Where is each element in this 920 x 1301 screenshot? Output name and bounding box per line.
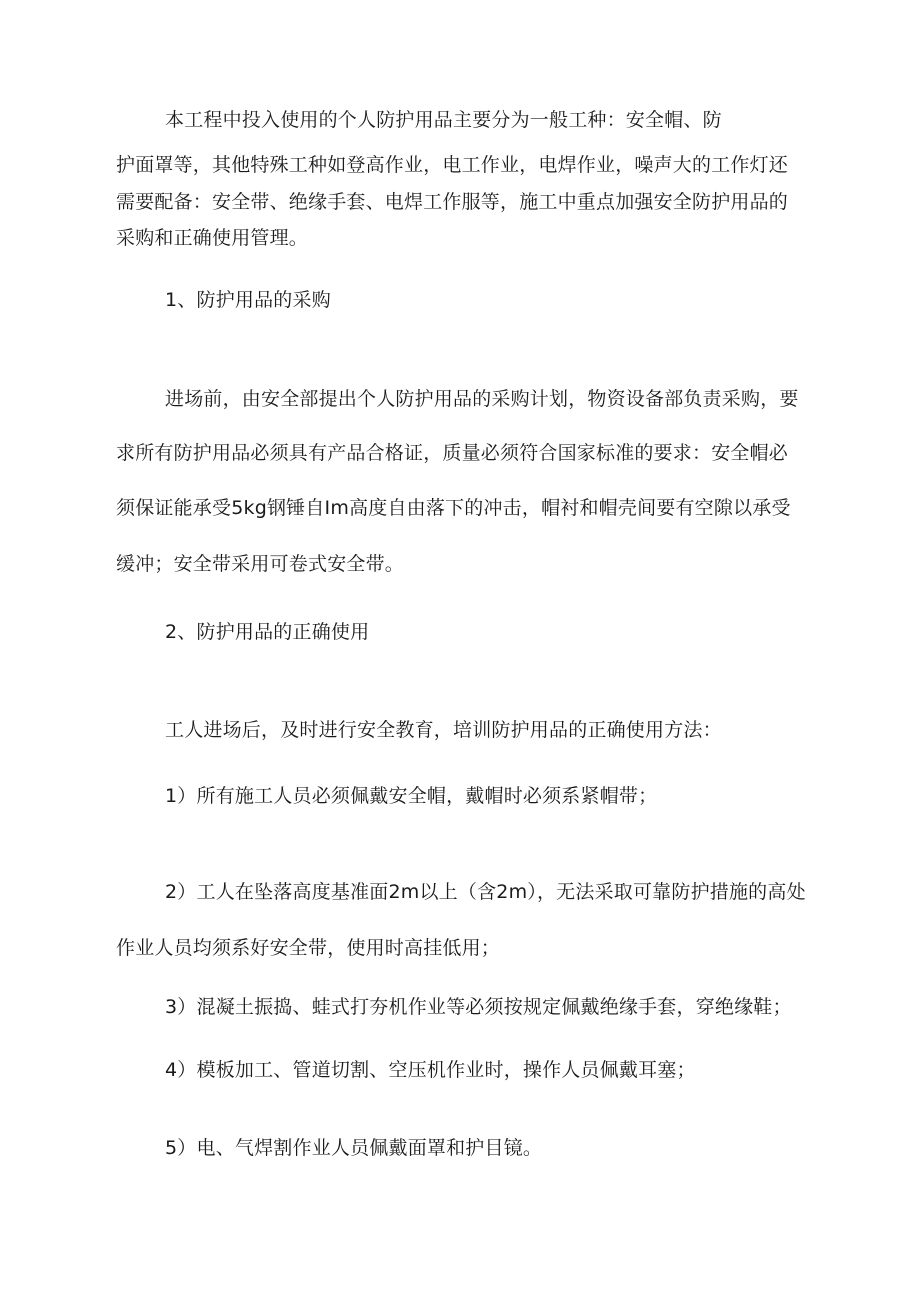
list-item-2-line-1: 2）工人在坠落高度基准面2m以上（含2m），无法采取可靠防护措施的高处 xyxy=(165,881,806,903)
intro-line-2: 护面罩等，其他特殊工种如登高作业，电工作业，电焊作业，噪声大的工作灯还 xyxy=(116,154,789,176)
list-item-4: 4）模板加工、管道切割、空压机作业时，操作人员佩戴耳塞； xyxy=(165,1059,696,1081)
section-1-line-4: 缓冲；安全带采用可卷式安全带。 xyxy=(116,553,405,575)
intro-line-4: 采购和正确使用管理。 xyxy=(116,227,309,249)
list-item-3: 3）混凝土振捣、蛙式打夯机作业等必须按规定佩戴绝缘手套，穿绝缘鞋； xyxy=(165,996,792,1018)
section-1-line-2: 求所有防护用品必须具有产品合格证，质量必须符合国家标准的要求：安全帽必 xyxy=(116,442,789,464)
list-item-1: 1）所有施工人员必须佩戴安全帽，戴帽时必须系紧帽带； xyxy=(165,785,658,807)
section-1-line-3: 须保证能承受5kg钢锤自Im高度自由落下的冲击，帽衬和帽壳间要有空隙以承受 xyxy=(116,497,791,519)
section-2-heading: 2、防护用品的正确使用 xyxy=(165,621,370,643)
list-item-2-line-2: 作业人员均须系好安全带，使用时高挂低用； xyxy=(116,937,501,959)
section-1-line-1: 进场前，由安全部提出个人防护用品的采购计划，物资设备部负责采购，要 xyxy=(165,388,799,410)
intro-line-1: 本工程中投入使用的个人防护用品主要分为一般工种：安全帽、防 xyxy=(165,109,722,131)
list-item-5: 5）电、气焊割作业人员佩戴面罩和护目镜。 xyxy=(165,1137,543,1159)
intro-line-3: 需要配备：安全带、绝缘手套、电焊工作服等，施工中重点加强安全防护用品的 xyxy=(116,191,789,213)
section-1-heading: 1、防护用品的采购 xyxy=(165,289,331,311)
section-2-intro: 工人进场后，及时进行安全教育，培训防护用品的正确使用方法： xyxy=(165,719,722,741)
